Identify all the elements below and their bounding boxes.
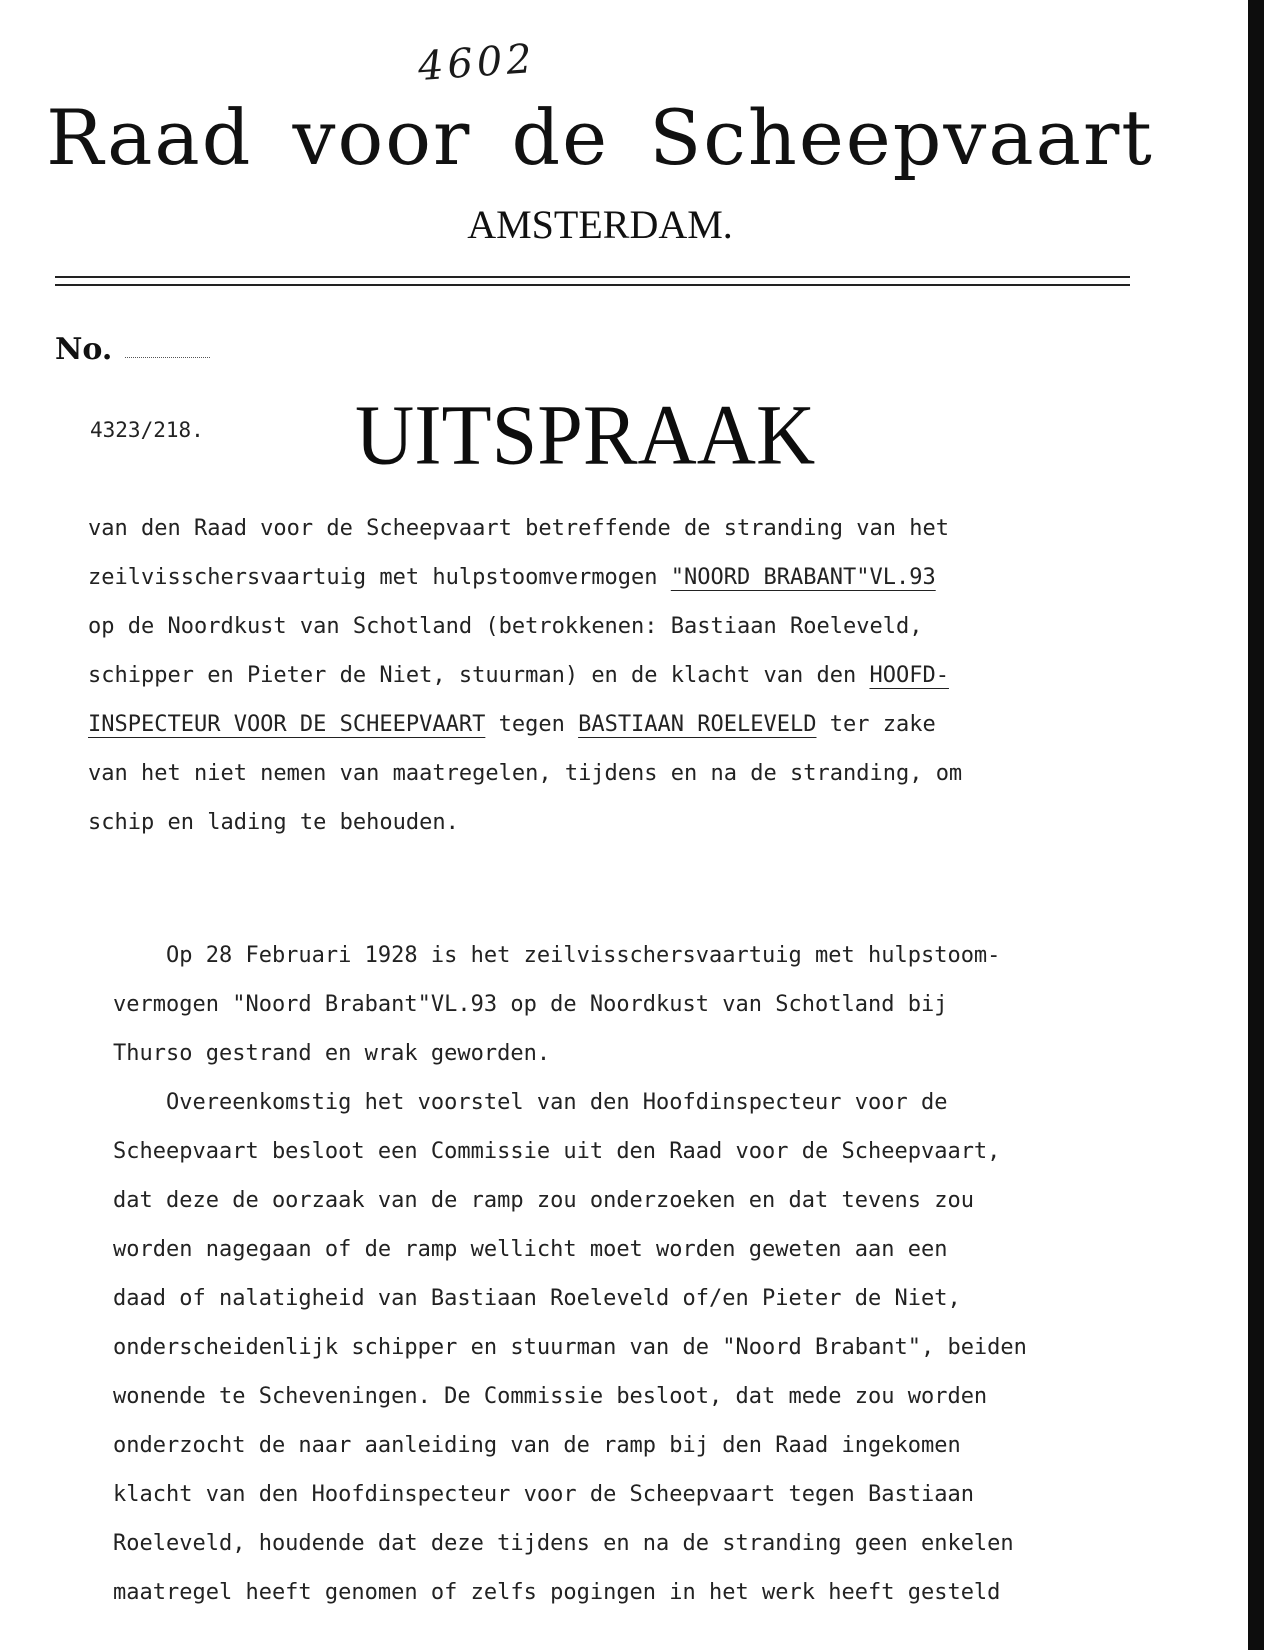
body-line: wonende te Scheveningen. De Commissie besloot, dat mede zou worden [113,1384,988,1409]
scan-edge-shadow [1248,0,1264,1650]
complainant-underlined: HOOFD- [869,663,949,688]
body-line: Thurso gestrand en wrak geworden. [113,1041,551,1066]
number-dotted-line [125,357,210,358]
body-line: onderscheidenlijk schipper en stuurman van de "Noord Brabant", beiden [113,1335,1027,1360]
document-heading: UITSPRAAK [355,386,816,483]
body-line: Overeenkomstig het voorstel van den Hoofdinspecteur voor de [113,1090,948,1115]
handwritten-archive-number: 4602 [416,35,538,91]
body-line: Scheepvaart besloot een Commissie uit den Raad voor de Scheepvaart, [113,1139,1001,1164]
ship-name-underlined: "NOORD BRABANT"VL.93 [670,565,936,590]
intro-text: zeilvisschersvaartuig met hulpstoomvermogen [88,565,671,590]
body-line: dat deze de oorzaak van de ramp zou onderzoeken en dat tevens zou [113,1188,974,1213]
intro-line [88,714,936,736]
body-line: onderzocht de naar aanleiding van de ramp bij den Raad ingekomen [113,1433,961,1458]
intro-text: ter zake [816,712,936,737]
body-line: maatregel heeft genomen of zelfs pogingen in het werk heeft gesteld [113,1580,1001,1605]
body-line: klacht van den Hoofdinspecteur voor de Scheepvaart tegen Bastiaan [113,1482,974,1507]
complainant-underlined: INSPECTEUR VOOR DE SCHEEPVAART [88,712,486,737]
body-line: Roeleveld, houdende dat deze tijdens en na de stranding geen enkelen [113,1531,1014,1556]
intro-line [88,665,949,687]
header-rule-bottom [55,284,1130,286]
number-label: No. [55,332,113,367]
header-rule-top [55,276,1130,278]
masthead-city: AMSTERDAM. [467,202,733,247]
intro-line: van het niet nemen van maatregelen, tijdens en na de stranding, om [88,761,963,786]
intro-text: schipper en Pieter de Niet, stuurman) en de klacht van den [88,663,870,688]
body-line: worden nagegaan of de ramp wellicht moet worden geweten aan een [113,1237,948,1262]
reference-number: 4323/218. [90,418,204,442]
intro-line [88,567,936,589]
intro-line: schip en lading te behouden. [88,810,459,835]
body-line: Op 28 Februari 1928 is het zeilvisschersvaartuig met hulpstoom- [113,943,1001,968]
body-line: vermogen "Noord Brabant"VL.93 op de Noordkust van Schotland bij [113,992,948,1017]
intro-line: op de Noordkust van Schotland (betrokkenen: Bastiaan Roeleveld, [88,614,923,639]
intro-line: van den Raad voor de Scheepvaart betreffende de stranding van het [88,516,949,541]
intro-text: tegen [485,712,579,737]
masthead-title: Raad voor de Scheepvaart [46,93,1154,182]
defendant-underlined: BASTIAAN ROELEVELD [578,712,817,737]
body-line: daad of nalatigheid van Bastiaan Roeleveld of/en Pieter de Niet, [113,1286,961,1311]
